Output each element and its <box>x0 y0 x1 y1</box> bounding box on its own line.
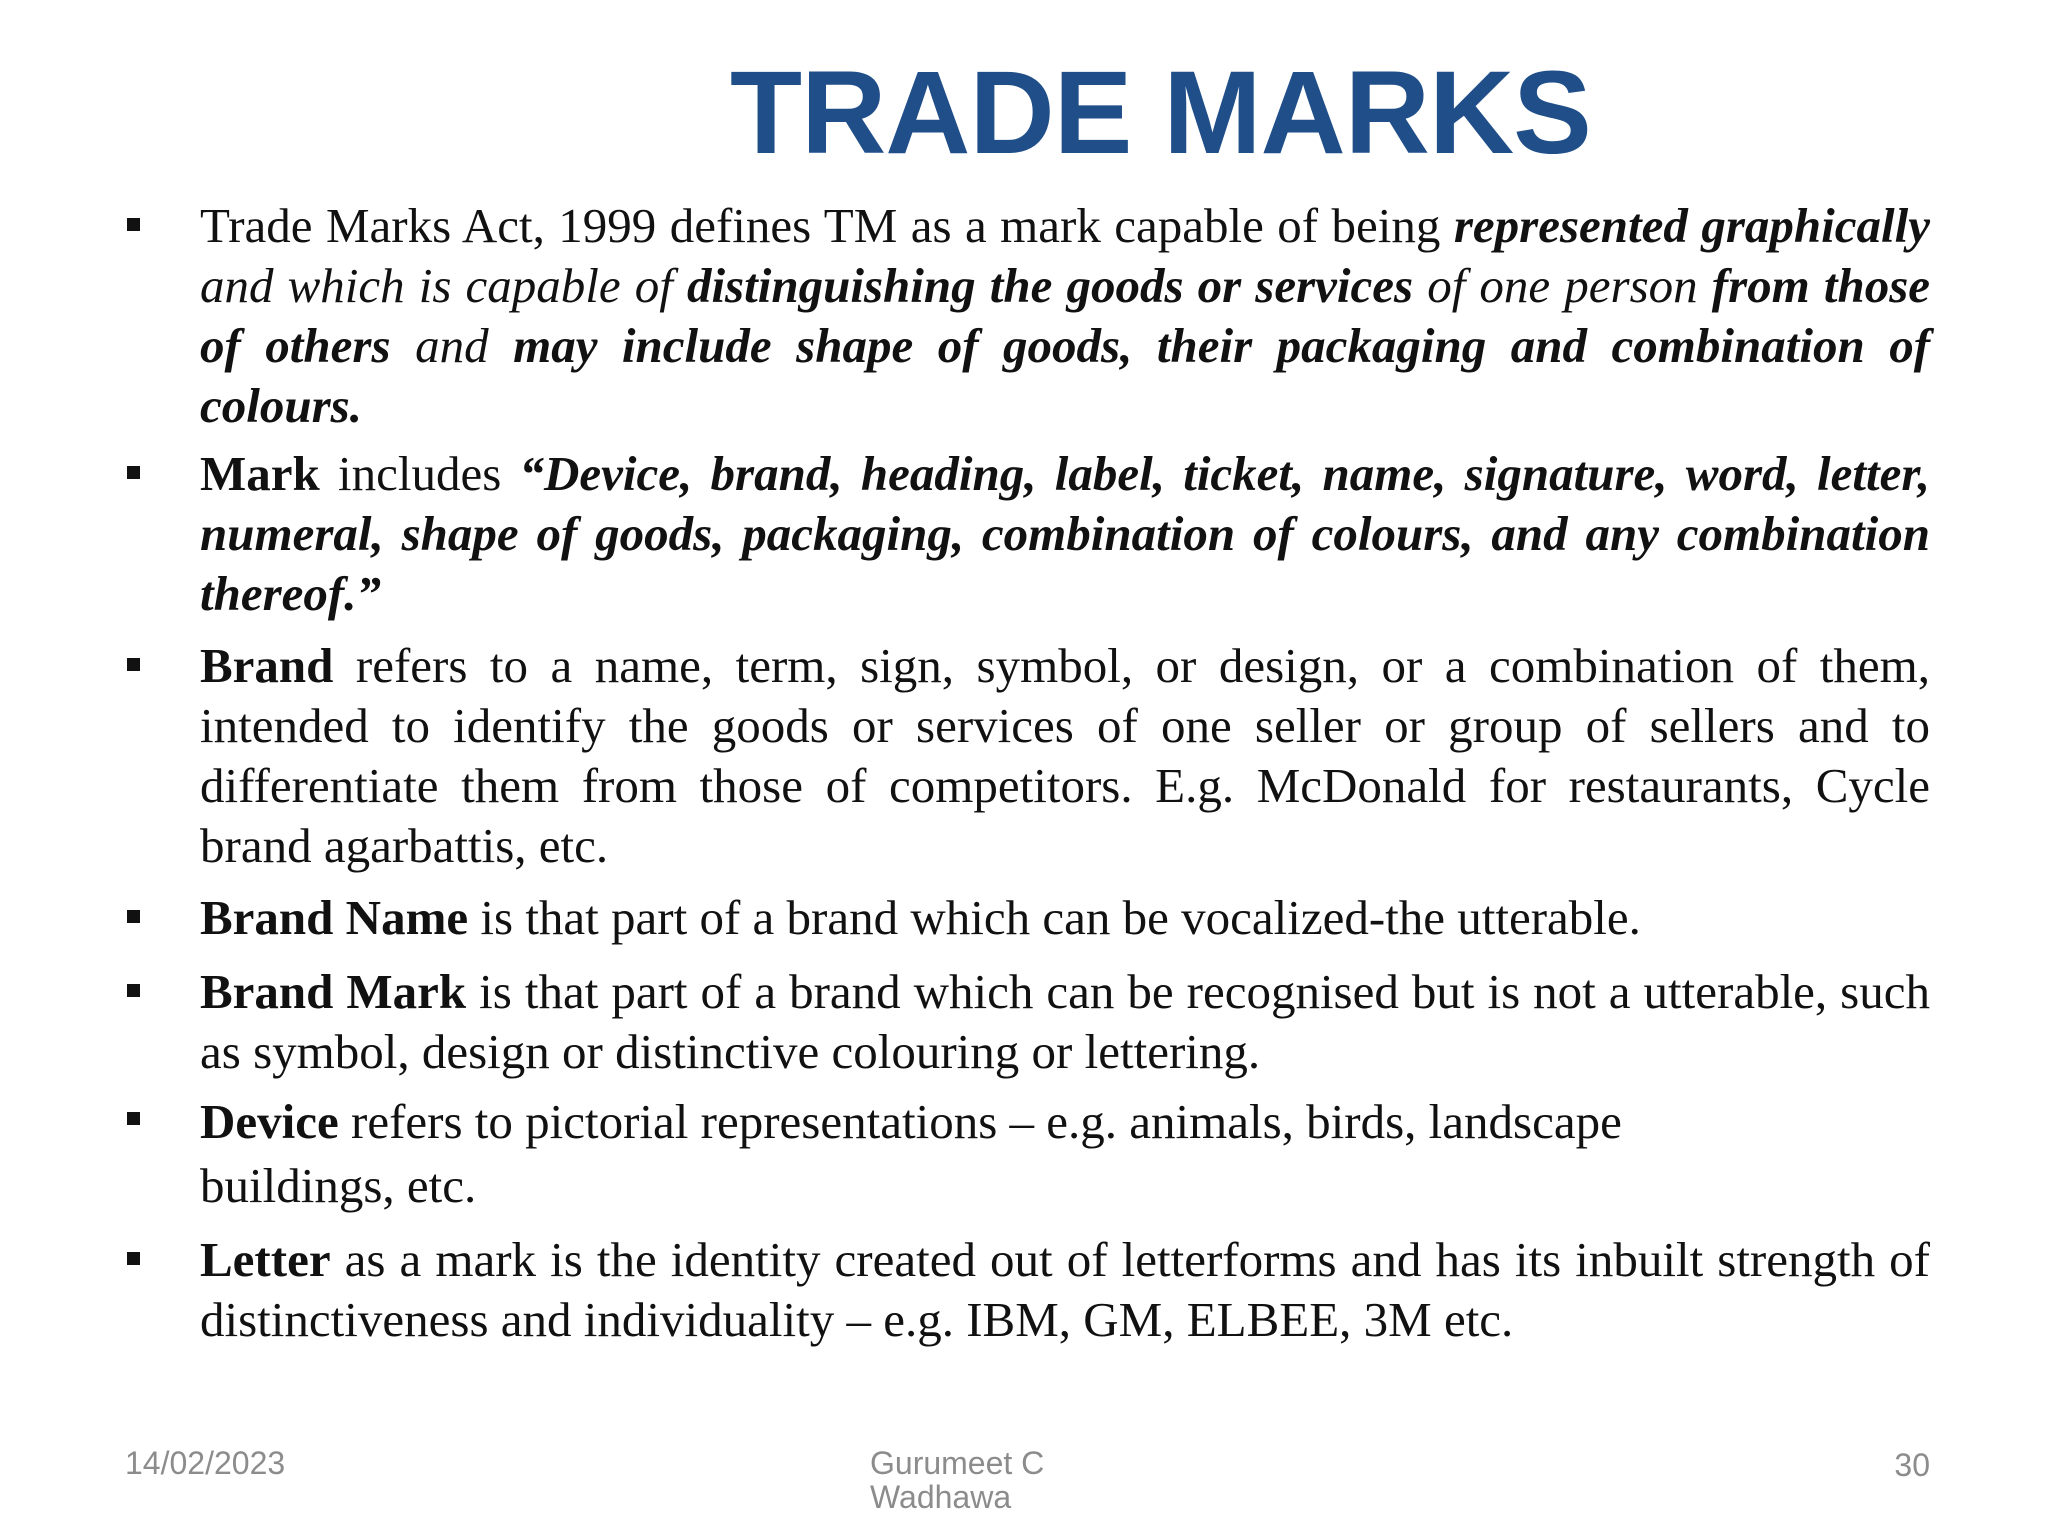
bullet-term: Brand <box>200 638 334 693</box>
bullet-item-brand <box>125 636 1930 876</box>
footer-author: Gurumeet C Wadhawa <box>870 1445 1045 1515</box>
bullet-text-italic: and which is capable of <box>200 258 687 313</box>
square-bullet-icon <box>127 910 140 923</box>
bullet-term: Brand Mark <box>200 964 467 1019</box>
bullet-item-mark <box>125 444 1930 624</box>
bullet-text-italic: of one person <box>1413 258 1712 313</box>
bullet-text: refers to pictorial representations – e.g. animals, birds, landscape buildings, etc. <box>200 1094 1622 1213</box>
bullet-text-italic: and <box>390 318 514 373</box>
square-bullet-icon <box>127 984 140 997</box>
square-bullet-icon <box>127 658 140 671</box>
square-bullet-icon <box>127 218 140 231</box>
square-bullet-icon <box>127 1252 140 1265</box>
bullet-list <box>125 196 1930 1350</box>
square-bullet-icon <box>127 1112 140 1125</box>
footer-date: 14/02/2023 <box>125 1445 286 1481</box>
bullet-text-emphasis: represented graphically <box>1453 198 1930 253</box>
bullet-text: as a mark is the identity created out of letterforms and has its inbuilt strength of distinctiveness and individuality – e.g. IBM, GM, ELBEE, 3M etc. <box>200 1232 1930 1347</box>
page-number: 30 <box>1894 1447 1930 1483</box>
bullet-text-emphasis: may include shape of goods, their packaging and combination of colours. <box>200 318 1931 433</box>
bullet-text-emphasis: “Device, brand, heading, label, ticket, name, signature, word, letter, numeral, shape of goods, packaging, combination of colours, and any combination thereof.” <box>200 446 1930 621</box>
bullet-item-trade-marks-act <box>125 196 1930 436</box>
bullet-text-emphasis: from those of others <box>200 258 1931 373</box>
bullet-term: Letter <box>200 1232 331 1287</box>
bullet-term: Brand Name <box>200 890 469 945</box>
bullet-text: includes <box>319 446 520 501</box>
bullet-text: is that part of a brand which can be vocalized-the utterable. <box>468 890 1641 945</box>
bullet-term: Mark <box>200 446 320 501</box>
bullet-term: Device <box>200 1094 339 1149</box>
bullet-item-brand-mark <box>125 962 1930 1082</box>
bullet-text: refers to a name, term, sign, symbol, or design, or a combination of them, intended to identify the goods or services of one seller or group of sellers and to differentiate them from those of competitors. E.g. McDonald for restaurants, Cycle brand agarbattis, etc. <box>200 638 1930 873</box>
bullet-item-device <box>125 1090 1930 1218</box>
bullet-item-brand-name <box>125 888 1930 948</box>
bullet-text-emphasis: distinguishing the goods or services <box>686 258 1414 313</box>
slide-title: TRADE MARKS <box>730 47 1591 179</box>
bullet-item-letter <box>125 1230 1930 1350</box>
bullet-text: Trade Marks Act, 1999 defines TM as a mark capable of being <box>200 198 1454 253</box>
bullet-text: is that part of a brand which can be recognised but is not a utterable, such as symbol, design or distinctive colouring or lettering. <box>200 964 1930 1079</box>
square-bullet-icon <box>127 466 140 479</box>
